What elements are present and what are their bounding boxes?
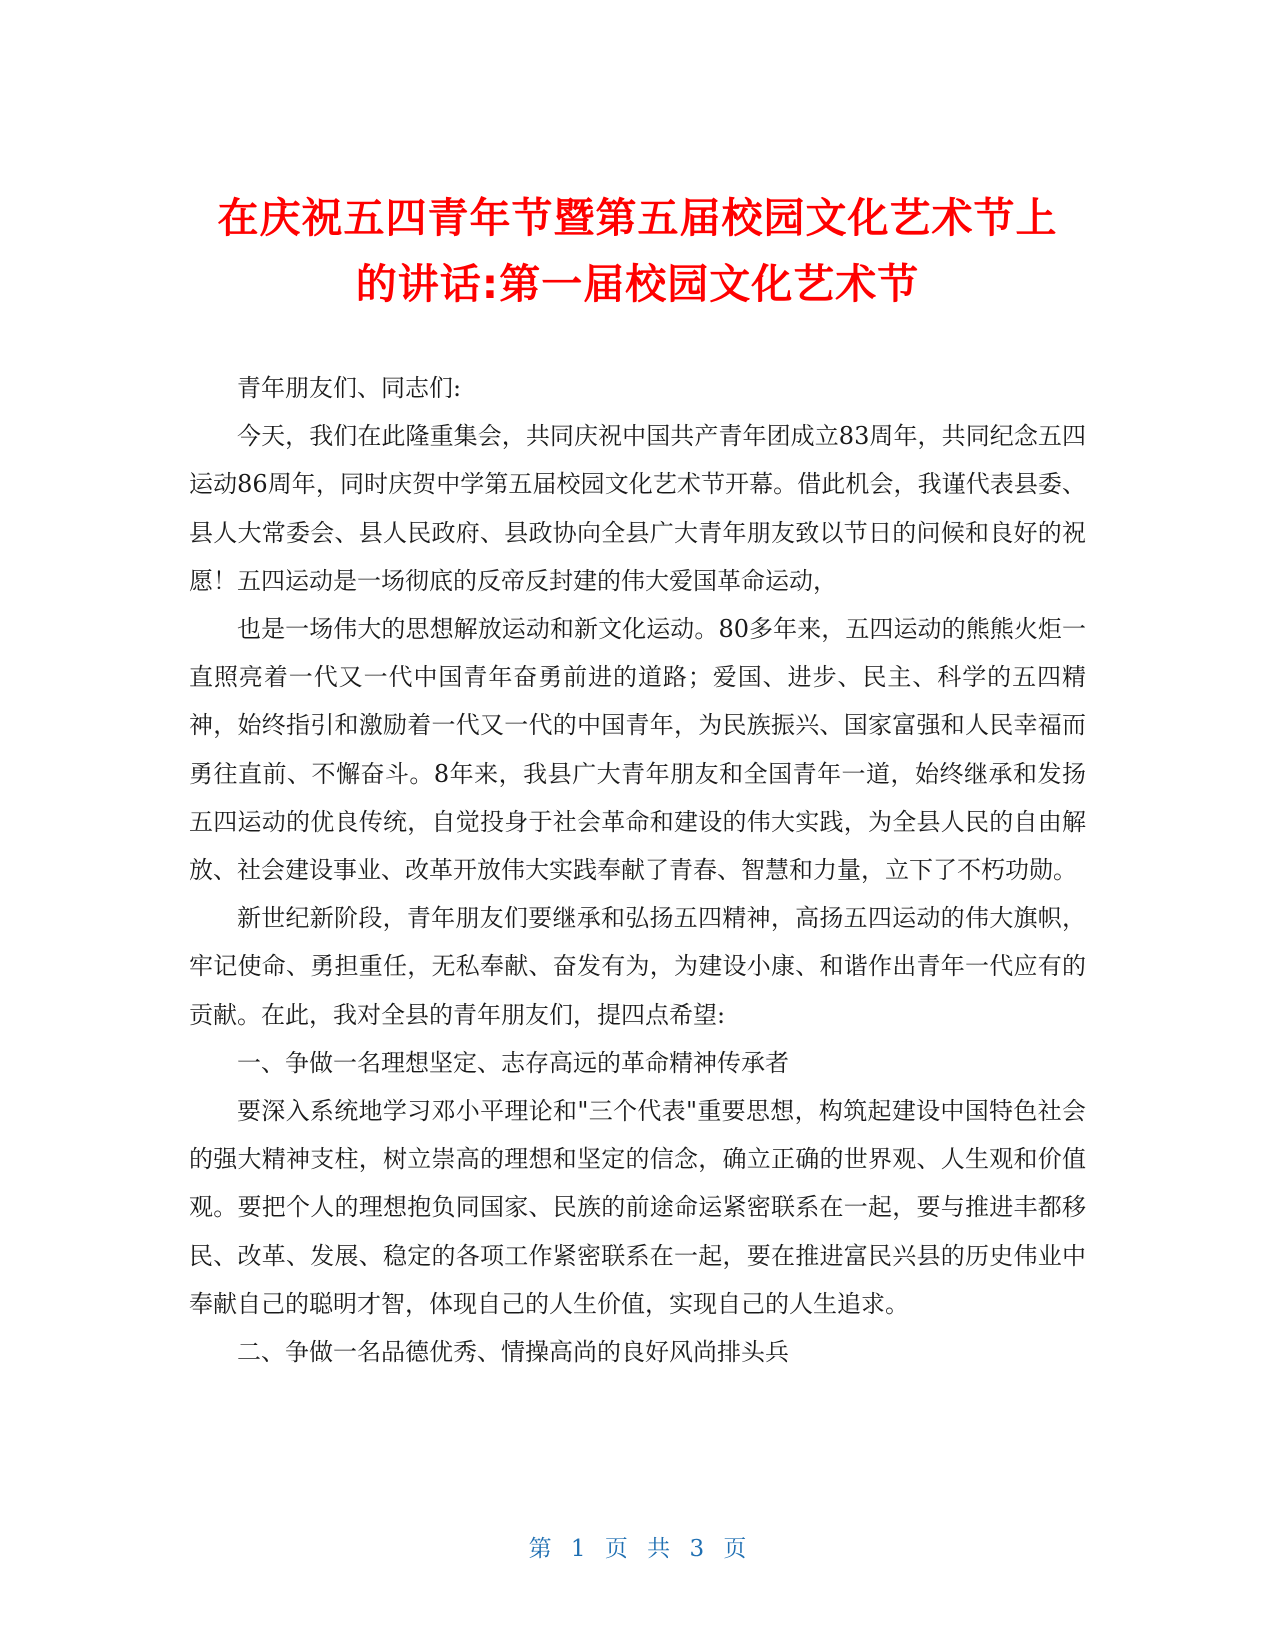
footer-total-label: 共 [647, 1536, 671, 1562]
paragraph-history: 也是一场伟大的思想解放运动和新文化运动。80多年来，五四运动的熊熊火炬一直照亮着一代又一代中国青年奋勇前进的道路；爱国、进步、民主、科学的五四精神，始终指引和激励着一代又一代的中国青年，为民族振兴、国家富强和人民幸福而勇往直前、不懈奋斗。8年来，我县广大青年朋友和全国青年一道，始终继承和发扬五四运动的优良传统，自觉投身于社会革命和建设的伟大实践，为全县人民的自由解放、社会建设事业、改革开放伟大实践奉献了青春、智慧和力量，立下了不朽功勋。 [189, 615, 1086, 885]
document-body [189, 364, 1086, 1376]
paragraph-opening: 今天，我们在此隆重集会，共同庆祝中国共产青年团成立83周年，共同纪念五四运动86周年，同时庆贺中学第五届校园文化艺术节开幕。借此机会，我谨代表县委、县人大常委会、县人民政府、县政协向全县广大青年朋友致以节日的问候和良好的祝愿！五四运动是一场彻底的反帝反封建的伟大爱国革命运动， [189, 422, 1086, 595]
footer-page-label: 第 [528, 1536, 552, 1562]
footer-total-unit: 页 [723, 1536, 747, 1562]
footer-page-total: 3 [689, 1536, 705, 1562]
heading-hope-1: 一、争做一名理想坚定、志存高远的革命精神传承者 [237, 1048, 789, 1077]
heading-hope-2: 二、争做一名品德优秀、情操高尚的良好风尚排头兵 [237, 1338, 789, 1367]
title-line-1: 在庆祝五四青年节暨第五届校园文化艺术节上 [217, 194, 1058, 243]
footer-page-current: 1 [570, 1536, 586, 1562]
footer-page-unit: 页 [604, 1536, 628, 1562]
document-title [150, 185, 1125, 317]
paragraph-new-era: 新世纪新阶段，青年朋友们要继承和弘扬五四精神，高扬五四运动的伟大旗帜，牢记使命、勇担重任，无私奉献、奋发有为，为建设小康、和谐作出青年一代应有的贡献。在此，我对全县的青年朋友们，提四点希望: [189, 904, 1086, 1029]
title-line-2: 的讲话:第一届校园文化艺术节 [355, 260, 920, 309]
page-footer [0, 1530, 1275, 1563]
paragraph-hope-1: 要深入系统地学习邓小平理论和"三个代表"重要思想，构筑起建设中国特色社会的强大精神支柱，树立崇高的理想和坚定的信念，确立正确的世界观、人生观和价值观。要把个人的理想抱负同国家、民族的前途命运紧密联系在一起，要与推进丰都移民、改革、发展、稳定的各项工作紧密联系在一起，要在推进富民兴县的历史伟业中奉献自己的聪明才智，体现自己的人生价值，实现自己的人生追求。 [189, 1097, 1086, 1318]
salutation: 青年朋友们、同志们: [237, 374, 462, 402]
